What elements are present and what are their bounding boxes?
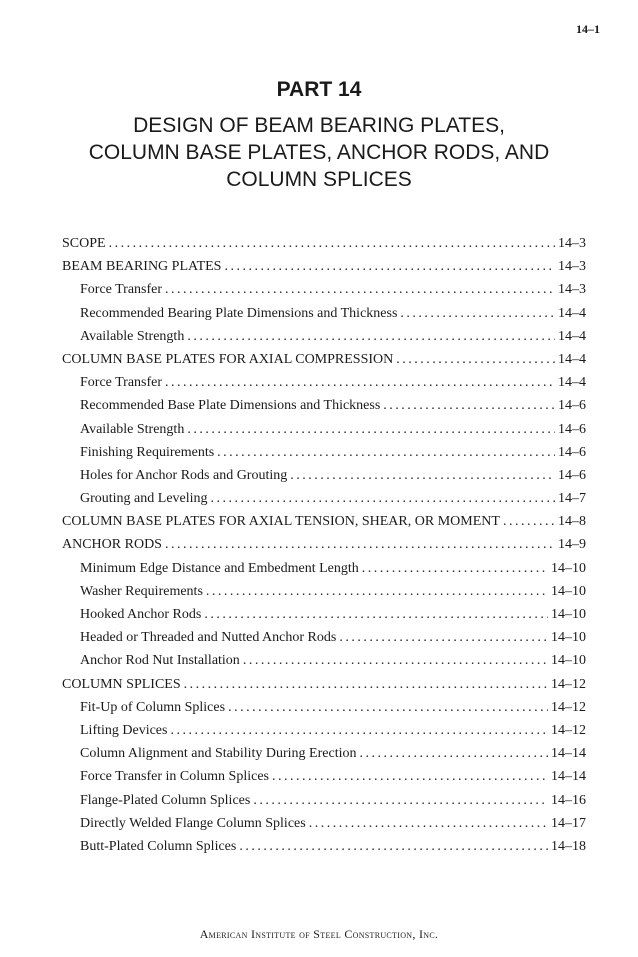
- toc-entry-page: 14–10: [551, 630, 586, 646]
- toc-entry: [62, 816, 586, 839]
- toc-leader-dots: [211, 491, 555, 507]
- toc-entry-page: 14–6: [558, 444, 586, 460]
- chapter-title-line: COLUMN SPLICES: [226, 168, 412, 191]
- toc-entry-page: 14–3: [558, 236, 586, 251]
- toc-entry-page: 14–6: [558, 398, 586, 414]
- toc-entry-page: 14–9: [558, 537, 586, 553]
- toc-entry-label: SCOPE: [62, 236, 106, 251]
- toc-entry: [62, 630, 586, 653]
- toc-leader-dots: [109, 236, 555, 252]
- toc-entry-page: 14–12: [551, 699, 586, 715]
- toc-entry-page: 14–14: [551, 769, 586, 785]
- toc-entry: [62, 746, 586, 769]
- toc-entry-page: 14–18: [551, 838, 586, 854]
- toc-leader-dots: [272, 769, 548, 785]
- toc-entry-page: 14–4: [558, 305, 586, 321]
- toc-entry: [62, 259, 586, 282]
- toc-entry-label: COLUMN BASE PLATES FOR AXIAL TENSION, SHEAR, OR MOMENT: [62, 514, 500, 530]
- toc-entry: [62, 584, 586, 607]
- toc-entry: [62, 422, 586, 445]
- table-of-contents: [62, 236, 586, 862]
- toc-leader-dots: [224, 259, 555, 275]
- toc-entry: [62, 561, 586, 584]
- toc-leader-dots: [228, 700, 548, 716]
- toc-entry-label: Directly Welded Flange Column Splices: [80, 815, 306, 831]
- toc-entry-label: COLUMN BASE PLATES FOR AXIAL COMPRESSION: [62, 351, 394, 367]
- toc-entry-label: Available Strength: [80, 328, 185, 344]
- toc-entry-page: 14–12: [551, 722, 586, 738]
- toc-leader-dots: [290, 468, 555, 484]
- toc-entry-page: 14–7: [558, 491, 586, 507]
- toc-entry: [62, 445, 586, 468]
- toc-entry: [62, 329, 586, 352]
- toc-entry-page: 14–17: [551, 815, 586, 831]
- toc-entry-label: COLUMN SPLICES: [62, 676, 181, 692]
- toc-entry: [62, 375, 586, 398]
- toc-entry-page: 14–10: [551, 583, 586, 599]
- toc-leader-dots: [165, 537, 555, 553]
- toc-entry-page: 14–14: [551, 746, 586, 762]
- toc-leader-dots: [204, 607, 548, 623]
- toc-leader-dots: [239, 839, 548, 855]
- toc-entry-label: Headed or Threaded and Nutted Anchor Rods: [80, 630, 337, 646]
- toc-leader-dots: [383, 398, 555, 414]
- chapter-title: [60, 112, 578, 193]
- toc-leader-dots: [184, 677, 548, 693]
- toc-entry-page: 14–6: [558, 421, 586, 437]
- toc-entry-label: Flange-Plated Column Splices: [80, 792, 251, 808]
- toc-entry-page: 14–4: [558, 351, 586, 367]
- toc-entry-page: 14–12: [551, 676, 586, 692]
- toc-entry-label: ANCHOR RODS: [62, 537, 162, 553]
- toc-entry-label: BEAM BEARING PLATES: [62, 259, 222, 275]
- page-number: 14–1: [576, 22, 600, 36]
- toc-entry: [62, 514, 586, 537]
- toc-entry: [62, 653, 586, 676]
- toc-leader-dots: [187, 422, 555, 438]
- toc-entry-page: 14–8: [558, 514, 586, 530]
- toc-entry: [62, 700, 586, 723]
- toc-entry-label: Holes for Anchor Rods and Grouting: [80, 467, 288, 483]
- toc-entry-label: Force Transfer: [80, 375, 163, 391]
- toc-entry: [62, 723, 586, 746]
- toc-leader-dots: [503, 514, 555, 530]
- toc-entry: [62, 839, 586, 862]
- toc-entry: [62, 306, 586, 329]
- toc-leader-dots: [396, 352, 555, 368]
- toc-entry: [62, 491, 586, 514]
- toc-leader-dots: [400, 306, 555, 322]
- toc-entry-page: 14–16: [551, 792, 586, 808]
- toc-leader-dots: [339, 630, 548, 646]
- toc-entry-label: Grouting and Leveling: [80, 491, 208, 507]
- chapter-title-line: DESIGN OF BEAM BEARING PLATES,: [133, 114, 505, 137]
- chapter-title-line: COLUMN BASE PLATES, ANCHOR RODS, AND: [88, 141, 550, 164]
- toc-entry-page: 14–10: [551, 560, 586, 576]
- toc-leader-dots: [309, 816, 548, 832]
- toc-entry-page: 14–6: [558, 467, 586, 483]
- toc-entry: [62, 677, 586, 700]
- toc-entry-page: 14–3: [558, 259, 586, 275]
- toc-entry: [62, 537, 586, 560]
- part-title: PART 14: [276, 78, 362, 101]
- toc-leader-dots: [243, 653, 548, 669]
- toc-leader-dots: [362, 561, 548, 577]
- toc-entry-label: Available Strength: [80, 421, 185, 437]
- toc-entry-label: Butt-Plated Column Splices: [80, 838, 237, 854]
- toc-entry-page: 14–3: [558, 282, 586, 298]
- toc-entry-label: Fit-Up of Column Splices: [80, 699, 226, 715]
- toc-leader-dots: [359, 746, 548, 762]
- toc-entry-label: Column Alignment and Stability During Erection: [80, 746, 357, 762]
- toc-entry-page: 14–4: [558, 375, 586, 391]
- toc-entry: [62, 398, 586, 421]
- toc-entry: [62, 607, 586, 630]
- toc-entry: [62, 468, 586, 491]
- toc-leader-dots: [206, 584, 548, 600]
- toc-entry-label: Force Transfer in Column Splices: [80, 769, 269, 785]
- toc-leader-dots: [253, 793, 548, 809]
- toc-leader-dots: [170, 723, 548, 739]
- toc-entry-label: Finishing Requirements: [80, 444, 215, 460]
- toc-entry-label: Minimum Edge Distance and Embedment Length: [80, 560, 359, 576]
- footer: American Institute of Steel Construction, Inc.: [199, 927, 439, 941]
- toc-entry-page: 14–10: [551, 653, 586, 669]
- toc-entry-label: Lifting Devices: [80, 722, 168, 738]
- toc-entry: [62, 282, 586, 305]
- toc-entry-label: Hooked Anchor Rods: [80, 607, 202, 622]
- toc-entry: [62, 236, 586, 259]
- toc-entry-page: 14–10: [551, 607, 586, 622]
- toc-entry-label: Force Transfer: [80, 282, 163, 298]
- toc-entry: [62, 352, 586, 375]
- toc-leader-dots: [187, 329, 555, 345]
- toc-entry-label: Recommended Base Plate Dimensions and Thickness: [80, 398, 381, 414]
- toc-leader-dots: [165, 375, 555, 391]
- toc-entry: [62, 793, 586, 816]
- toc-leader-dots: [217, 445, 555, 461]
- toc-entry: [62, 769, 586, 792]
- toc-leader-dots: [165, 282, 555, 298]
- toc-entry-label: Anchor Rod Nut Installation: [80, 653, 240, 669]
- toc-entry-label: Recommended Bearing Plate Dimensions and Thickness: [80, 305, 398, 321]
- toc-entry-label: Washer Requirements: [80, 583, 203, 599]
- toc-entry-page: 14–4: [558, 328, 586, 344]
